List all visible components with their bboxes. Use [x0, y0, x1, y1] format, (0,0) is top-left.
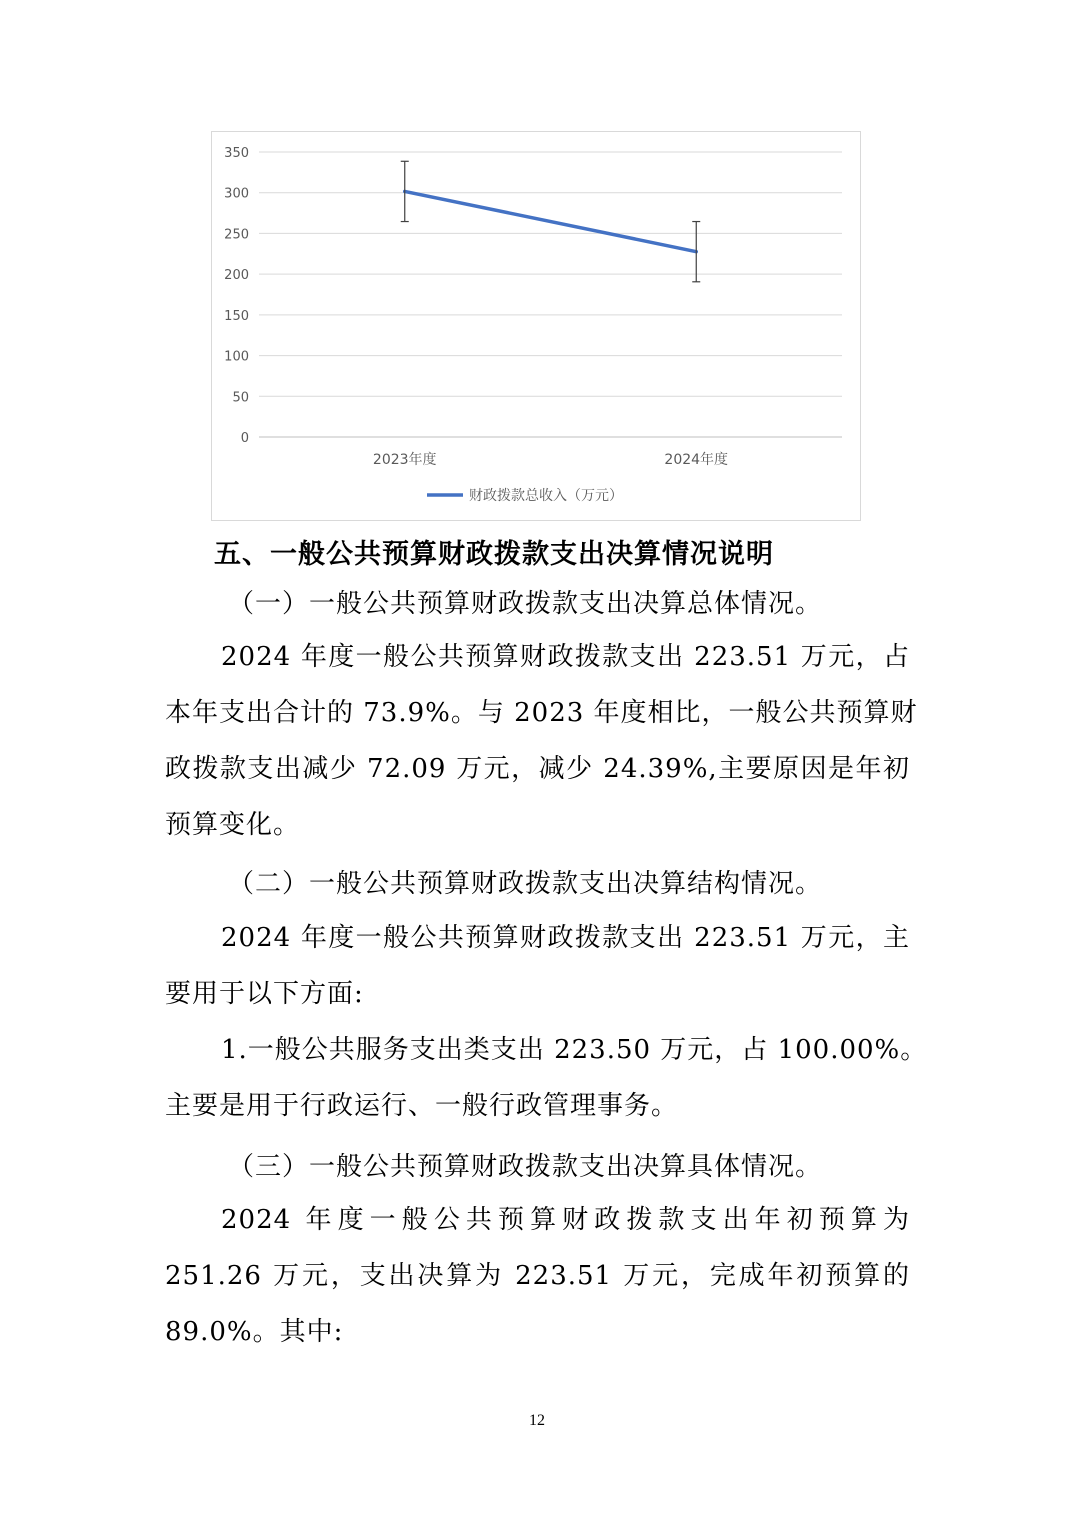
paragraph-detail — [165, 1192, 910, 1360]
subheading-overall: （一）一般公共预算财政拨款支出决算总体情况。 — [228, 589, 823, 619]
subheading-detail: （三）一般公共预算财政拨款支出决算具体情况。 — [228, 1152, 823, 1182]
section-heading: 五、一般公共预算财政拨款支出决算情况说明 — [214, 539, 774, 570]
series-line — [405, 191, 697, 251]
text-line: 89.0%。其中: — [165, 1317, 344, 1347]
text-line: 2024 年度一般公共预算财政拨款支出 223.51 万元，主 — [221, 923, 910, 953]
text-line: 2024 年度一般公共预算财政拨款支出 223.51 万元，占 — [221, 642, 910, 672]
text-line: 政拨款支出减少 72.09 万元，减少 24.39%,主要原因是年初 — [165, 754, 910, 784]
subheading-structure: （二）一般公共预算财政拨款支出决算结构情况。 — [228, 869, 823, 899]
y-tick-label: 0 — [240, 431, 249, 446]
text-line: 本年支出合计的 73.9%。与 2023 年度相比，一般公共预算财 — [165, 698, 918, 728]
text-line: 预算变化。 — [165, 810, 301, 840]
x-tick-label: 2023年度 — [372, 452, 437, 468]
text-line: 1.一般公共服务支出类支出 223.50 万元，占 100.00%。 — [221, 1035, 928, 1065]
y-tick-label: 250 — [224, 227, 249, 243]
y-tick-label: 200 — [224, 268, 249, 284]
text-line: 主要是用于行政运行、一般行政管理事务。 — [165, 1091, 679, 1121]
revenue-line-chart — [211, 131, 861, 521]
text-line: 要用于以下方面: — [165, 979, 364, 1009]
y-tick-label: 350 — [224, 146, 249, 161]
paragraph-structure — [165, 910, 910, 1022]
paragraph-item-1 — [165, 1022, 928, 1134]
y-tick-label: 300 — [224, 186, 249, 202]
chart-canvas — [212, 132, 862, 522]
paragraph-overall — [165, 629, 918, 853]
x-tick-label: 2024年度 — [664, 452, 729, 468]
text-line: 251.26 万元，支出决算为 223.51 万元，完成年初预算的 — [165, 1261, 910, 1291]
page-number: 12 — [529, 1412, 545, 1429]
legend-label: 财政拨款总收入（万元） — [469, 488, 623, 504]
y-tick-label: 100 — [224, 349, 249, 365]
y-tick-label: 150 — [224, 308, 249, 324]
text-line: 2024 年度一般公共预算财政拨款支出年初预算为 — [221, 1205, 910, 1235]
y-tick-label: 50 — [232, 390, 249, 406]
